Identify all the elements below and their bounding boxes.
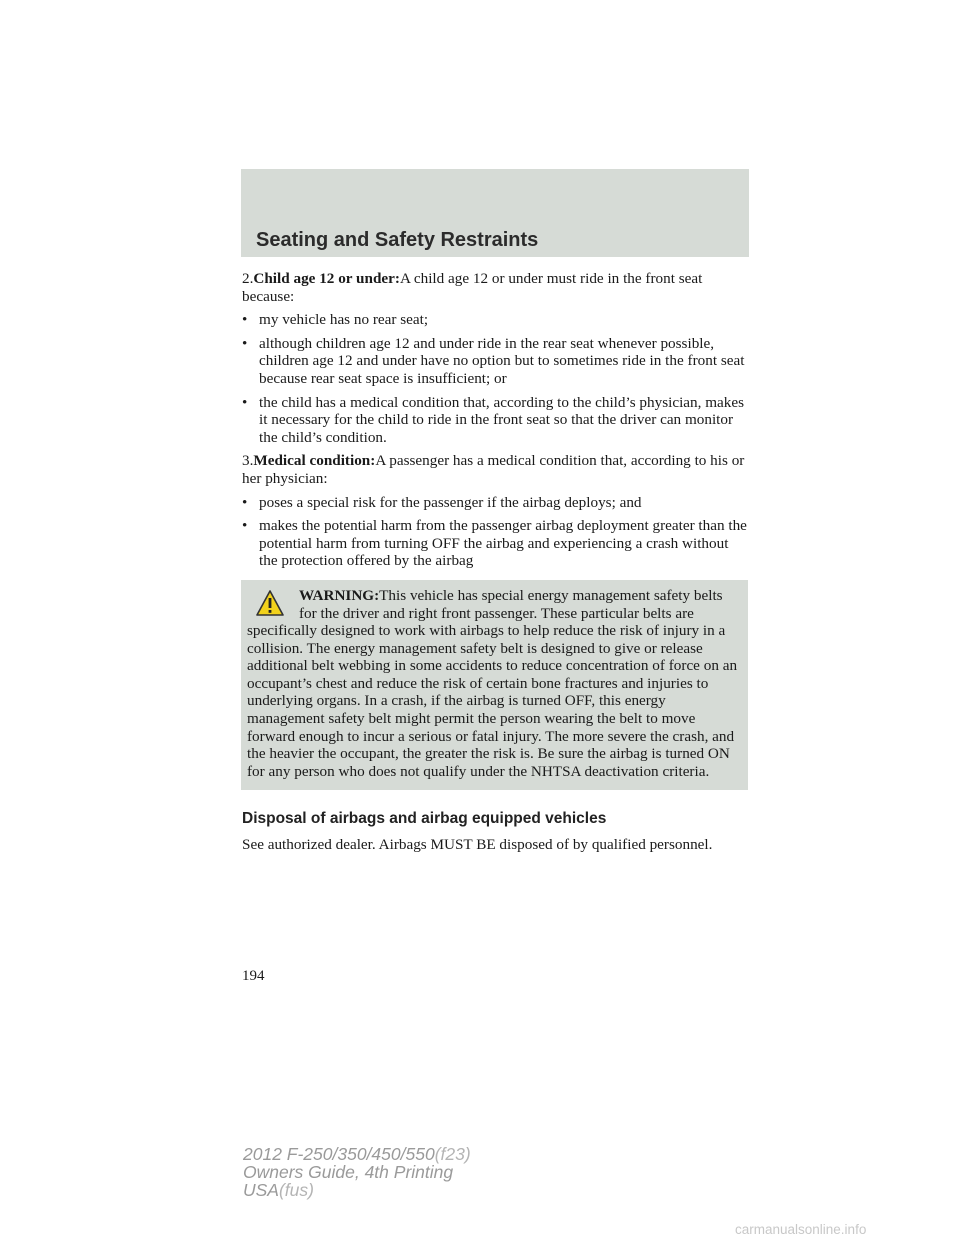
list-item: • my vehicle has no rear seat; (242, 311, 429, 329)
page-content (242, 270, 748, 860)
list-item: • the child has a medical condition that, according to the child’s physician, makes it necessary for the child to ride in the front seat so that the driver can monitor the child’s condition. (242, 393, 745, 446)
bullet-icon: • (242, 493, 248, 511)
item-label: Medical condition: (253, 452, 376, 470)
disposal-text: See authorized dealer. Airbags MUST BE disposed of by qualified personnel. (242, 836, 713, 854)
warning-triangle-icon (255, 589, 285, 617)
bullet-icon: • (242, 517, 248, 535)
warning-box (241, 580, 748, 791)
list-item: • poses a special risk for the passenger if the airbag deploys; and (242, 493, 642, 511)
bullet-icon: • (242, 334, 248, 352)
document-footer: 2012 F-250/350/450/550(f23) Owners Guide, 4th Printing USA(fus) (243, 1144, 471, 1200)
item-label: Child age 12 or under: (253, 270, 400, 287)
item-medical-condition: 3.Medical condition:A passenger has a medical condition that, according to his or her physician: (242, 452, 745, 487)
warning-text: WARNING:This vehicle has special energy management safety belts for the driver and right front passenger. These particular belts are specifically designed to work with airbags to help reduce the risk of injury in a collision. The energy management safety belt is designed to give or release additional belt webbing in some accidents to reduce concentration of force on an occupant’s chest and reduce the risk of certain bone fractures and injuries to underlying organs. In a crash, if the airbag is turned OFF, this energy management safety belt might permit the person wearing the belt to move forward enough to incur a serious or fatal injury. The more severe the crash, and the heavier the occupant, the greater the risk is. Be sure the airbag is turned ON for any person who does not qualify under the NHTSA deactivation criteria. (247, 586, 738, 780)
watermark: carmanualsonline.info (735, 1222, 867, 1237)
list-item: • although children age 12 and under ride in the rear seat whenever possible, children age 12 and under have no option but to sometimes ride in the front seat because rear seat space is insufficient; or (242, 334, 745, 387)
item-child-age: 2.Child age 12 or under:A child age 12 or under must ride in the front seat because: (242, 270, 703, 305)
page-number: 194 (242, 968, 265, 984)
bullet-icon: • (242, 311, 248, 329)
bullet-icon: • (242, 393, 248, 411)
disposal-heading: Disposal of airbags and airbag equipped vehicles (242, 810, 607, 828)
list-item: • makes the potential harm from the passenger airbag deployment greater than the potential harm from turning OFF the airbag and experiencing a crash without the protection offered by the airbag (242, 517, 747, 570)
warning-label: WARNING: (299, 586, 380, 604)
section-title: Seating and Safety Restraints (256, 229, 539, 251)
